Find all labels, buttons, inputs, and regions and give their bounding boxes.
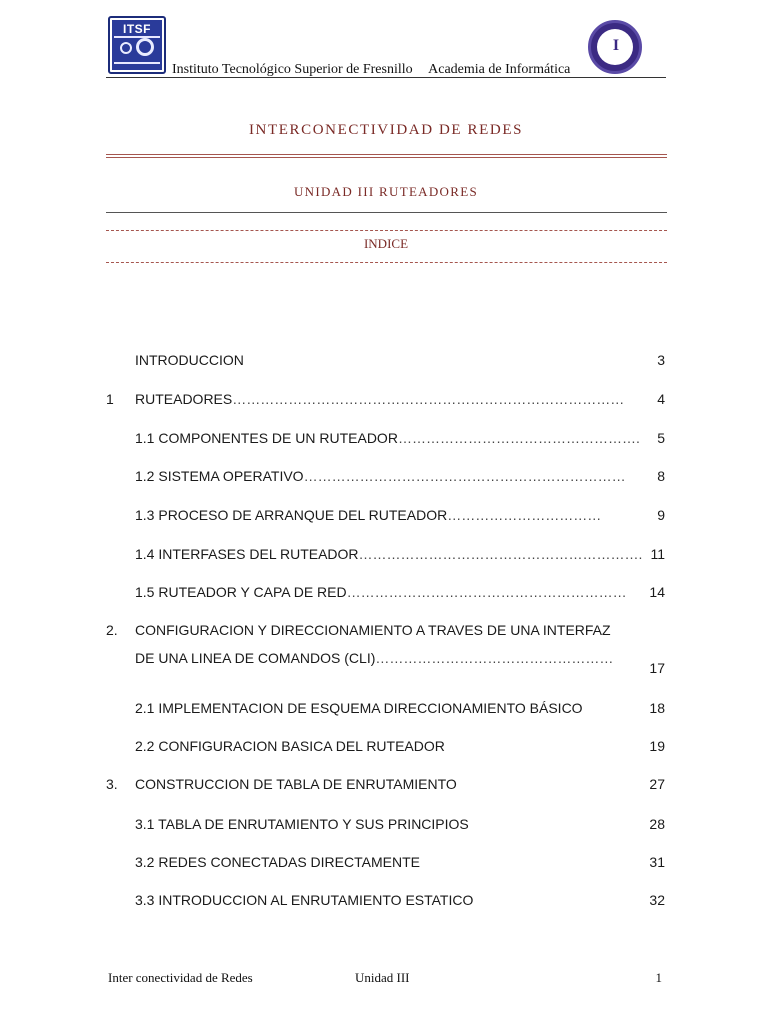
academy-seal-logo [588,20,642,74]
footer-page-number: 1 [655,970,662,985]
unit-title: UNIDAD III RUTEADORES [293,184,478,199]
footer-unit: Unidad III [355,970,410,985]
toc-number: 2. [106,622,118,638]
document-title: INTERCONECTIVIDAD DE REDES [248,122,524,138]
index-bottom-dashed-divider [106,262,667,263]
toc-page-number: 14 [649,584,665,600]
index-top-dashed-divider [106,230,667,231]
toc-entry-text: CONFIGURACION Y DIRECCIONAMIENTO A TRAVES DE UNA INTERFAZ [135,622,611,638]
toc-page-number: 27 [649,776,665,792]
toc-entry-text: 1.5 RUTEADOR Y CAPA DE RED…………………………………………………… [135,584,627,600]
footer-course-name: Inter conectividad de Redes [108,970,253,985]
toc-page-number: 9 [657,507,665,523]
page-header [106,14,666,78]
toc-page-number: 11 [650,546,665,562]
toc-entry-text-continued: DE UNA LINEA DE COMANDOS (CLI)…………………………………………… [135,650,614,666]
toc-entry-text: 1.1 COMPONENTES DE UN RUTEADOR……………………………………………. [135,430,640,446]
toc-page-number: 3 [657,352,665,368]
unit-divider [106,212,667,213]
itsf-logo [108,16,166,74]
toc-entry-text: 3.2 REDES CONECTADAS DIRECTAMENTE [135,854,420,870]
toc-entry-text: 1.3 PROCESO DE ARRANQUE DEL RUTEADOR…………………………… [135,507,602,523]
institution-name: Instituto Tecnológico Superior de Fresnillo [172,62,413,77]
title-double-divider [106,154,667,158]
toc-page-number: 28 [649,816,665,832]
toc-number: 3. [106,776,118,792]
toc-entry-text: RUTEADORES………………………………………………………………………… [135,391,625,407]
toc-page-number: 17 [649,660,665,676]
toc-entry-text: INTRODUCCION [135,352,244,368]
header-divider [106,77,666,78]
toc-number: 1 [106,391,114,407]
toc-entry-text: 3.1 TABLA DE ENRUTAMIENTO Y SUS PRINCIPIOS [135,816,469,832]
itsf-logo-text: ITSF [123,22,151,36]
index-heading: INDICE [363,236,409,251]
toc-entry-text: 3.3 INTRODUCCION AL ENRUTAMIENTO ESTATICO [135,892,474,908]
toc-page-number: 18 [649,700,665,716]
toc-page-number: 32 [649,892,665,908]
toc-row-configuracion[interactable] [106,622,666,682]
toc-page-number: 4 [657,391,665,407]
toc-entry-text: CONSTRUCCION DE TABLA DE ENRUTAMIENTO [135,776,457,792]
toc-entry-text: 1.4 INTERFASES DEL RUTEADOR……………………………………………………. [135,546,643,562]
toc-page-number: 5 [657,430,665,446]
institution-line [172,62,570,78]
toc-entry-text: 2.1 IMPLEMENTACION DE ESQUEMA DIRECCIONAMIENTO BÁSICO [135,700,583,716]
academy-name: Academia de Informática [428,62,571,77]
academy-seal-mark: I [612,37,620,54]
toc-page-number: 8 [657,468,665,484]
toc-entry-text: 1.2 SISTEMA OPERATIVO…………………………………………………………… [135,468,626,484]
toc-page-number: 31 [649,854,665,870]
toc-entry-text: 2.2 CONFIGURACION BASICA DEL RUTEADOR [135,738,445,754]
toc-page-number: 19 [649,738,665,754]
